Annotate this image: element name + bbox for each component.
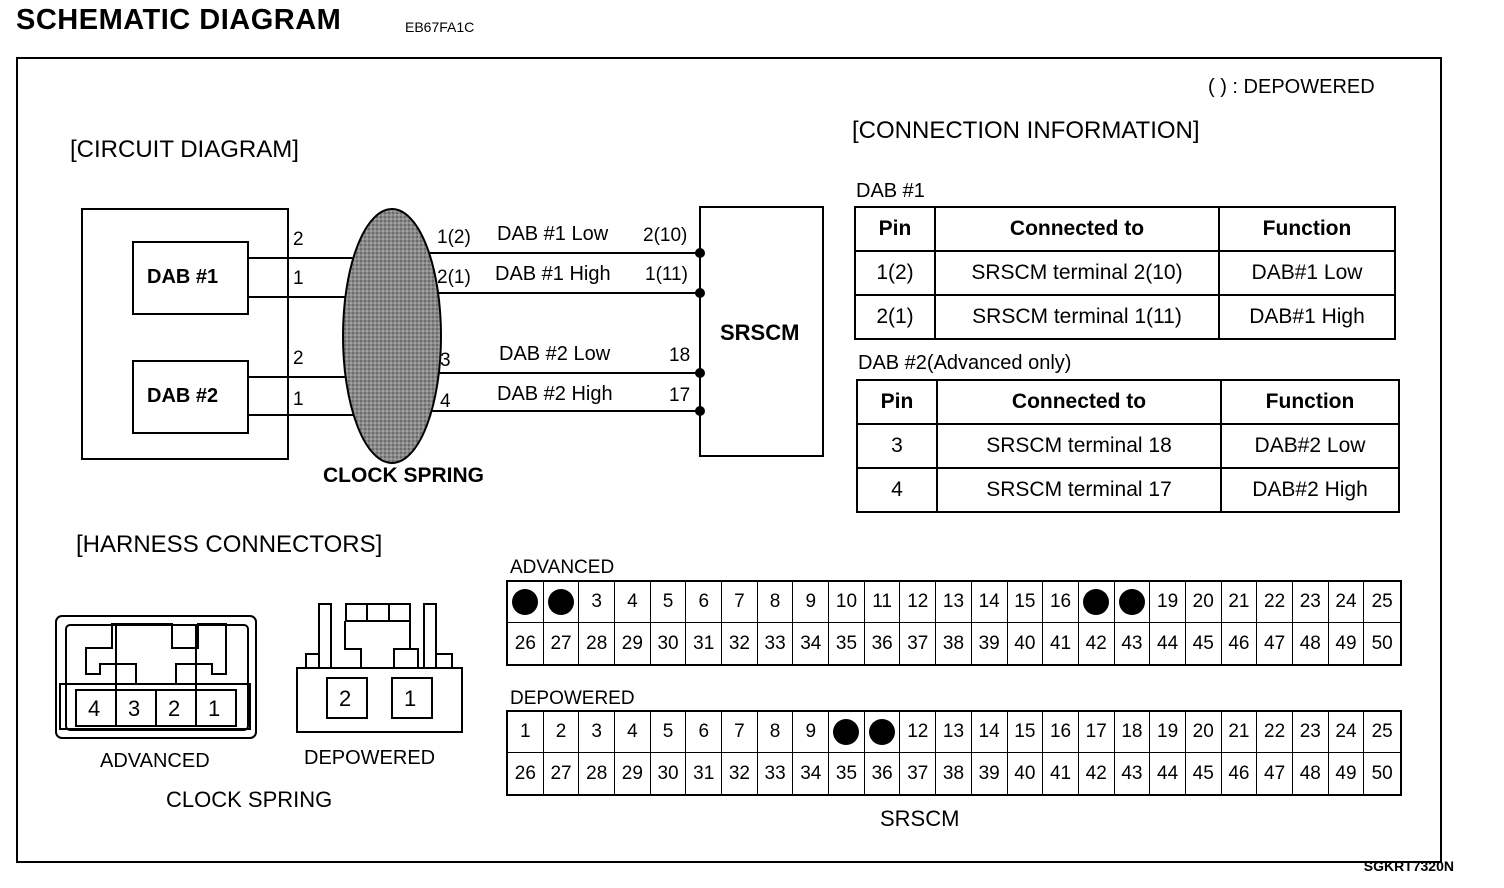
pin-cell: 43 (1115, 623, 1151, 664)
dab2-table-title: DAB #2(Advanced only) (858, 352, 1072, 374)
srscm-pin-18: 18 (669, 345, 691, 366)
pin-cell: 38 (936, 623, 972, 664)
pin-cell: 50 (1371, 632, 1393, 654)
pin-cell: 21 (1222, 582, 1258, 623)
pin-cell: 12 (900, 582, 936, 623)
wire-dab2-high: DAB #2 High (497, 383, 613, 405)
pin-cell: 48 (1293, 623, 1329, 664)
pin-cell: 19 (1150, 712, 1186, 753)
cs-pin-3: 3 (440, 350, 451, 371)
pin-cell: 6 (686, 582, 722, 623)
pin-cell: 14 (972, 582, 1008, 623)
pin-cell: 34 (793, 753, 829, 794)
pin-cell: 12 (900, 712, 936, 753)
clock-spring-advanced-connector (56, 616, 256, 738)
pin-cell: 7 (722, 582, 758, 623)
wire-dab1-low: DAB #1 Low (497, 223, 609, 245)
circuit-diagram-title: [CIRCUIT DIAGRAM] (70, 136, 299, 163)
table-cell: SRSCM terminal 18 (937, 424, 1221, 468)
srscm-advanced-title: ADVANCED (510, 557, 615, 578)
pin-cell: 31 (686, 753, 722, 794)
pin-cell: 32 (722, 623, 758, 664)
pin-used-marker (1115, 582, 1151, 623)
dab-housing (82, 209, 288, 459)
pin-cell: 24 (1329, 712, 1365, 753)
pin-cell: 19 (1150, 582, 1186, 623)
pin-cell: 24 (1329, 582, 1365, 623)
pin-cell: 29 (615, 623, 651, 664)
pin-cell: 1 (508, 712, 544, 753)
wire-dab1-high: DAB #1 High (495, 263, 611, 285)
table-cell: 1(2) (855, 251, 935, 295)
cs-adv-pin-2: 2 (168, 696, 181, 721)
dab1-pin-1: 1 (293, 268, 304, 289)
pin-cell: 41 (1043, 623, 1079, 664)
pin-cell: 5 (651, 582, 687, 623)
pin-cell: 45 (1186, 753, 1222, 794)
pin-cell: 43 (1115, 753, 1151, 794)
table-cell: DAB#2 Low (1221, 424, 1399, 468)
pin-cell: 50 (1371, 762, 1393, 784)
pin-cell: 11 (865, 582, 901, 623)
pin-cell: 17 (1079, 712, 1115, 753)
filled-pin-dot (512, 589, 538, 615)
pin-cell: 3 (579, 712, 615, 753)
pin-cell: 6 (686, 712, 722, 753)
pin-cell: 28 (579, 623, 615, 664)
pin-cell: 16 (1043, 712, 1079, 753)
clock-spring-label: CLOCK SPRING (323, 464, 485, 487)
filled-pin-dot (1083, 589, 1109, 615)
pin-cell: 26 (508, 623, 544, 664)
filled-pin-dot (833, 719, 859, 745)
pin-cell: 35 (829, 753, 865, 794)
pin-used-marker (508, 582, 544, 623)
pin-cell: 4 (615, 582, 651, 623)
pin-cell: 31 (686, 623, 722, 664)
pin-cell: 29 (615, 753, 651, 794)
cs-adv-pin-3: 3 (128, 696, 141, 721)
pin-cell: 26 (508, 753, 544, 794)
pin-cell: 46 (1222, 753, 1258, 794)
srscm-pin-1-11: 1(11) (645, 264, 688, 285)
page-title: SCHEMATIC DIAGRAM (16, 4, 342, 36)
pin-cell: 40 (1008, 753, 1044, 794)
pin-cell: 44 (1150, 623, 1186, 664)
pin-cell: 25 (1364, 712, 1400, 753)
cs-depowered-label: DEPOWERED (304, 747, 436, 769)
filled-pin-dot (869, 719, 895, 745)
table-cell: SRSCM terminal 17 (937, 468, 1221, 512)
pin-cell: 5 (651, 712, 687, 753)
footer-code: SGKRT7320N (1363, 858, 1454, 874)
pin-cell: 9 (793, 712, 829, 753)
clock-spring-depowered-connector (297, 604, 462, 732)
pin-cell: 39 (972, 753, 1008, 794)
cs-adv-pin-4: 4 (88, 696, 101, 721)
pin-cell: 18 (1115, 712, 1151, 753)
diagram-code: EB67FA1C (405, 19, 475, 35)
srscm-pin-2-10: 2(10) (643, 225, 688, 246)
pin-cell: 37 (900, 623, 936, 664)
filled-pin-dot (548, 589, 574, 615)
pin-cell: 27 (544, 623, 580, 664)
harness-connectors-title: [HARNESS CONNECTORS] (76, 531, 383, 558)
pin-cell: 9 (793, 582, 829, 623)
pin-cell: 22 (1257, 712, 1293, 753)
srscm-advanced-connector (506, 580, 1402, 666)
pin-cell: 16 (1043, 582, 1079, 623)
pin-cell: 30 (651, 623, 687, 664)
pin-cell: 42 (1079, 623, 1115, 664)
pin-cell: 47 (1257, 753, 1293, 794)
pin-cell: 42 (1079, 753, 1115, 794)
pin-cell: 14 (972, 712, 1008, 753)
pin-used-marker (865, 712, 901, 753)
col-function: Function (1221, 380, 1399, 424)
pin-cell: 15 (1008, 712, 1044, 753)
pin-cell: 2 (544, 712, 580, 753)
pin-cell: 8 (758, 582, 794, 623)
pin-cell: 25 (1364, 582, 1400, 623)
pin-cell: 10 (829, 582, 865, 623)
srscm-pin-17: 17 (669, 385, 691, 406)
pin-cell: 46 (1222, 623, 1258, 664)
table-cell: SRSCM terminal 1(11) (935, 295, 1219, 339)
pin-cell: 27 (544, 753, 580, 794)
wire-dab2-low: DAB #2 Low (499, 343, 611, 365)
pin-cell: 21 (1222, 712, 1258, 753)
pin-cell: 44 (1150, 753, 1186, 794)
cs-adv-pin-1: 1 (208, 696, 221, 721)
dab1-table-title: DAB #1 (856, 180, 925, 202)
pin-cell: 47 (1257, 623, 1293, 664)
dab2-label: DAB #2 (147, 385, 219, 407)
pin-cell: 40 (1008, 623, 1044, 664)
col-pin: Pin (855, 207, 935, 251)
table-cell: SRSCM terminal 2(10) (935, 251, 1219, 295)
col-connected-to: Connected to (935, 207, 1219, 251)
pin-used-marker (1079, 582, 1115, 623)
srscm-label: SRSCM (720, 320, 800, 345)
pin-cell: 45 (1186, 623, 1222, 664)
pin-cell: 23 (1293, 712, 1329, 753)
cs-pin-4: 4 (440, 391, 451, 412)
dab1-pin-2: 2 (293, 229, 304, 250)
pin-cell: 4 (615, 712, 651, 753)
dab2-pin-2: 2 (293, 348, 304, 369)
pin-cell: 30 (651, 753, 687, 794)
filled-pin-dot (1119, 589, 1145, 615)
depowered-legend: ( ) : DEPOWERED (1208, 76, 1375, 98)
cs-dep-pin-2: 2 (339, 686, 352, 711)
table-cell: 4 (857, 468, 937, 512)
cs-pin-1-2: 1(2) (437, 227, 471, 248)
pin-cell: 38 (936, 753, 972, 794)
dab2-connection-table (856, 379, 1400, 513)
pin-cell: 7 (722, 712, 758, 753)
connection-info-title: [CONNECTION INFORMATION] (852, 117, 1200, 144)
pin-cell: 33 (758, 623, 794, 664)
pin-cell: 20 (1186, 582, 1222, 623)
pin-cell: 20 (1186, 712, 1222, 753)
pin-cell: 13 (936, 712, 972, 753)
table-cell: DAB#1 Low (1219, 251, 1395, 295)
cs-advanced-label: ADVANCED (100, 750, 210, 772)
pin-cell: 41 (1043, 753, 1079, 794)
pin-used-marker (829, 712, 865, 753)
table-cell: DAB#2 High (1221, 468, 1399, 512)
table-cell: 2(1) (855, 295, 935, 339)
pin-cell: 3 (579, 582, 615, 623)
dab2-pin-1: 1 (293, 389, 304, 410)
cs-harness-label: CLOCK SPRING (166, 787, 333, 812)
pin-cell: 8 (758, 712, 794, 753)
cs-dep-pin-1: 1 (404, 686, 417, 711)
dab1-connection-table (854, 206, 1396, 340)
table-cell: 3 (857, 424, 937, 468)
clock-spring-shape (343, 209, 441, 463)
pin-cell: 48 (1293, 753, 1329, 794)
col-function: Function (1219, 207, 1395, 251)
pin-cell: 32 (722, 753, 758, 794)
srscm-harness-label: SRSCM (880, 806, 960, 831)
pin-cell: 35 (829, 623, 865, 664)
pin-cell: 22 (1257, 582, 1293, 623)
table-cell: DAB#1 High (1219, 295, 1395, 339)
pin-cell: 37 (900, 753, 936, 794)
dab1-label: DAB #1 (147, 266, 219, 288)
srscm-depowered-title: DEPOWERED (510, 688, 635, 709)
pin-cell: 49 (1329, 753, 1365, 794)
col-connected-to: Connected to (937, 380, 1221, 424)
pin-cell: 36 (865, 623, 901, 664)
pin-cell: 15 (1008, 582, 1044, 623)
col-pin: Pin (857, 380, 937, 424)
cs-pin-2-1: 2(1) (437, 267, 471, 288)
pin-cell: 39 (972, 623, 1008, 664)
pin-cell: 28 (579, 753, 615, 794)
pin-cell: 23 (1293, 582, 1329, 623)
pin-cell: 34 (793, 623, 829, 664)
pin-cell: 49 (1329, 623, 1365, 664)
srscm-depowered-connector (506, 710, 1402, 796)
pin-used-marker (544, 582, 580, 623)
pin-cell: 33 (758, 753, 794, 794)
pin-cell: 13 (936, 582, 972, 623)
pin-cell: 36 (865, 753, 901, 794)
